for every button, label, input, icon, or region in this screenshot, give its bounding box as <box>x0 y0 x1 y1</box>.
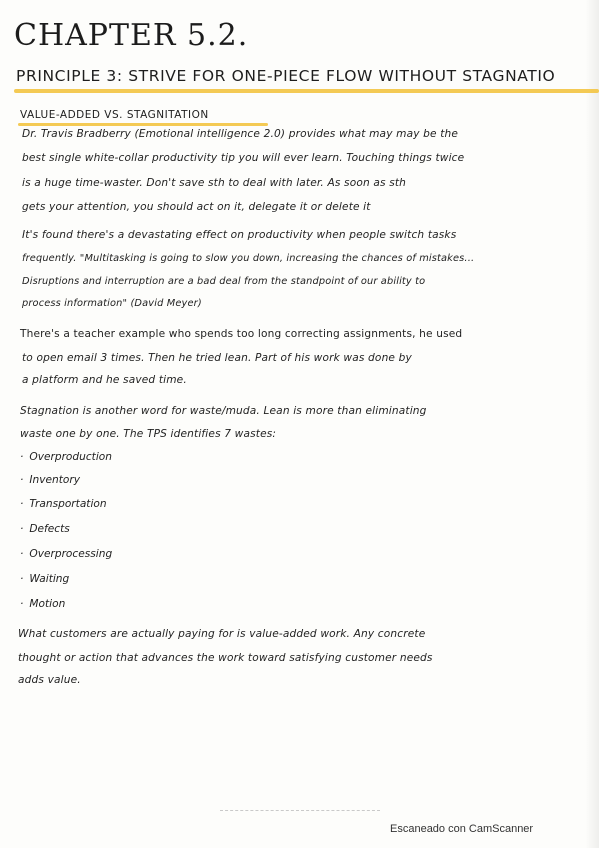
paragraph1-line: best single white-collar productivity tip you will ever learn. Touching things twice <box>22 152 465 164</box>
paragraph2-line: frequently. "Multitasking is going to slow you down, increasing the chances of mistakes... <box>22 253 475 264</box>
page-edge-shadow <box>585 0 599 848</box>
principle-heading: PRINCIPLE 3: STRIVE FOR ONE-PIECE FLOW WITHOUT STAGNATIO <box>16 67 556 85</box>
waste-label: Motion <box>29 598 66 610</box>
paragraph3-line: to open email 3 times. Then he tried lean. Part of his work was done by <box>22 352 412 364</box>
paragraph2-line: Disruptions and interruption are a bad deal from the standpoint of our ability to <box>22 276 426 287</box>
waste-list-item: · Overproduction <box>20 451 112 463</box>
paragraph2-line: process information" (David Meyer) <box>22 298 202 309</box>
waste-list-item: · Defects <box>20 523 70 535</box>
bottom-divider <box>220 810 380 812</box>
waste-label: Transportation <box>29 498 107 510</box>
paragraph2-line: It's found there's a devastating effect on productivity when people switch tasks <box>22 229 457 241</box>
paragraph4-line: waste one by one. The TPS identifies 7 wastes: <box>20 428 277 440</box>
waste-label: Inventory <box>29 474 80 486</box>
paragraph4-line: Stagnation is another word for waste/muda. Lean is more than eliminating <box>20 405 427 417</box>
paragraph1-line: is a huge time-waster. Don't save sth to deal with later. As soon as sth <box>22 177 407 189</box>
paragraph3-line: There's a teacher example who spends too long correcting assignments, he used <box>20 328 463 340</box>
waste-label: Overprocessing <box>29 548 113 560</box>
chapter-title: CHAPTER 5.2. <box>14 18 249 53</box>
waste-list-item: · Waiting <box>20 573 70 585</box>
paragraph3-line: a platform and he saved time. <box>22 374 187 386</box>
principle-highlight <box>14 89 599 93</box>
waste-label: Waiting <box>29 573 70 585</box>
paragraph5-line: What customers are actually paying for is value-added work. Any concrete <box>18 628 426 640</box>
paragraph5-line: thought or action that advances the work toward satisfying customer needs <box>18 652 433 664</box>
subheading-highlight <box>18 123 268 126</box>
paragraph1-line: gets your attention, you should act on it, delegate it or delete it <box>22 201 371 213</box>
waste-label: Overproduction <box>29 451 112 463</box>
waste-label: Defects <box>29 523 70 535</box>
paragraph5-line: adds value. <box>18 674 81 686</box>
waste-list-item: · Motion <box>20 598 66 610</box>
subheading: VALUE-ADDED VS. STAGNITATION <box>20 109 209 121</box>
waste-list-item: · Inventory <box>20 474 80 486</box>
paragraph1-line: Dr. Travis Bradberry (Emotional intelligence 2.0) provides what may may be the <box>22 128 459 140</box>
waste-list-item: · Transportation <box>20 498 107 510</box>
waste-list-item: · Overprocessing <box>20 548 113 560</box>
scanner-watermark: Escaneado con CamScanner <box>390 823 534 835</box>
